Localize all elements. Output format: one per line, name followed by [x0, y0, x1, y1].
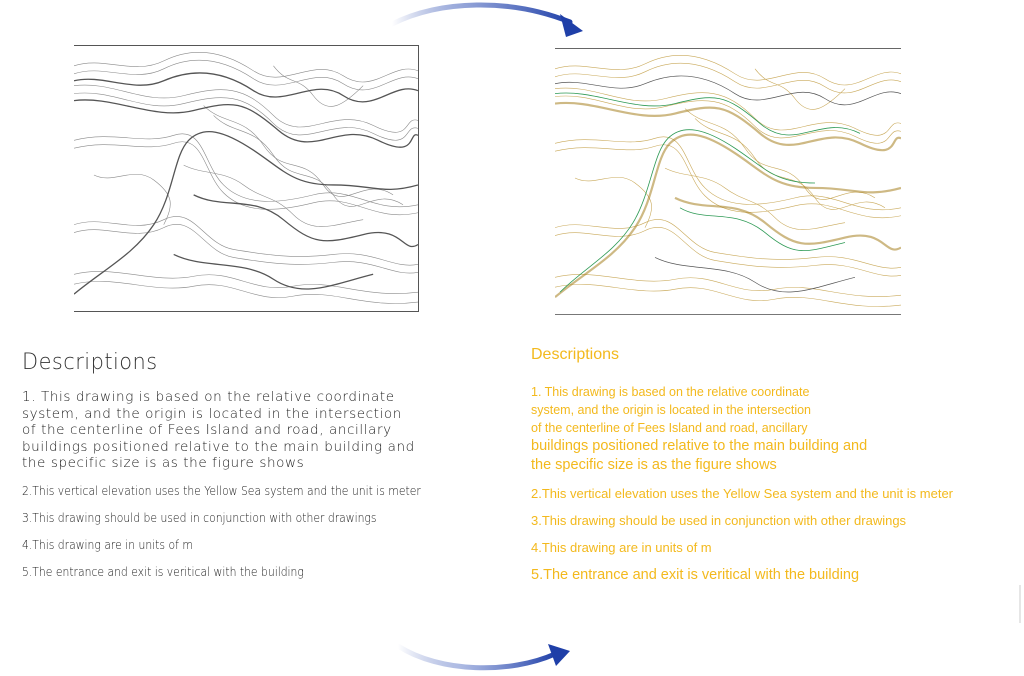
description-item-2: 2.This vertical elevation uses the Yellow Sea system and the unit is meter [531, 486, 953, 501]
topographic-map-grayscale [74, 45, 419, 312]
edge-divider [1019, 585, 1021, 623]
topographic-map-colored [555, 48, 901, 315]
description-item-5: 5.The entrance and exit is veritical with the building [531, 567, 860, 583]
description-line: system, and the origin is located in the intersection [22, 405, 402, 422]
curved-arrow-right-icon [380, 0, 600, 44]
descriptions-title: Descriptions [531, 346, 620, 363]
curved-arrow-right-icon [390, 638, 580, 674]
contour-lines [555, 49, 901, 314]
description-line: buildings positioned relative to the main building and [22, 438, 415, 455]
description-item-5: 5.The entrance and exit is veritical with the building [22, 564, 304, 579]
descriptions-title: Descriptions [22, 350, 158, 375]
description-item-4: 4.This drawing are in units of m [22, 537, 193, 552]
description-line: of the centerline of Fees Island and road, ancillary [22, 422, 392, 438]
description-item-3: 3.This drawing should be used in conjunction with other drawings [531, 513, 907, 528]
description-line: system, and the origin is located in the intersection [531, 403, 812, 417]
descriptions-grayscale [22, 350, 465, 592]
description-item-1 [22, 389, 442, 472]
description-item-2: 2.This vertical elevation uses the Yellow Sea system and the unit is meter [22, 483, 421, 498]
description-line: 1. This drawing is based on the relative coordinate [22, 389, 395, 405]
descriptions-colored [531, 346, 953, 595]
description-item-1 [531, 383, 953, 475]
description-item-4: 4.This drawing are in units of m [531, 540, 712, 555]
description-item-3: 3.This drawing should be used in conjunction with other drawings [22, 510, 377, 525]
description-line: buildings positioned relative to the main building and [531, 438, 868, 454]
contour-lines [74, 46, 418, 311]
description-line: the specific size is as the figure shows [531, 457, 777, 473]
description-line: of the centerline of Fees Island and road, ancillary [531, 421, 808, 435]
description-line: 1. This drawing is based on the relative coordinate [531, 385, 810, 399]
description-line: the specific size is as the figure shows [22, 455, 305, 471]
